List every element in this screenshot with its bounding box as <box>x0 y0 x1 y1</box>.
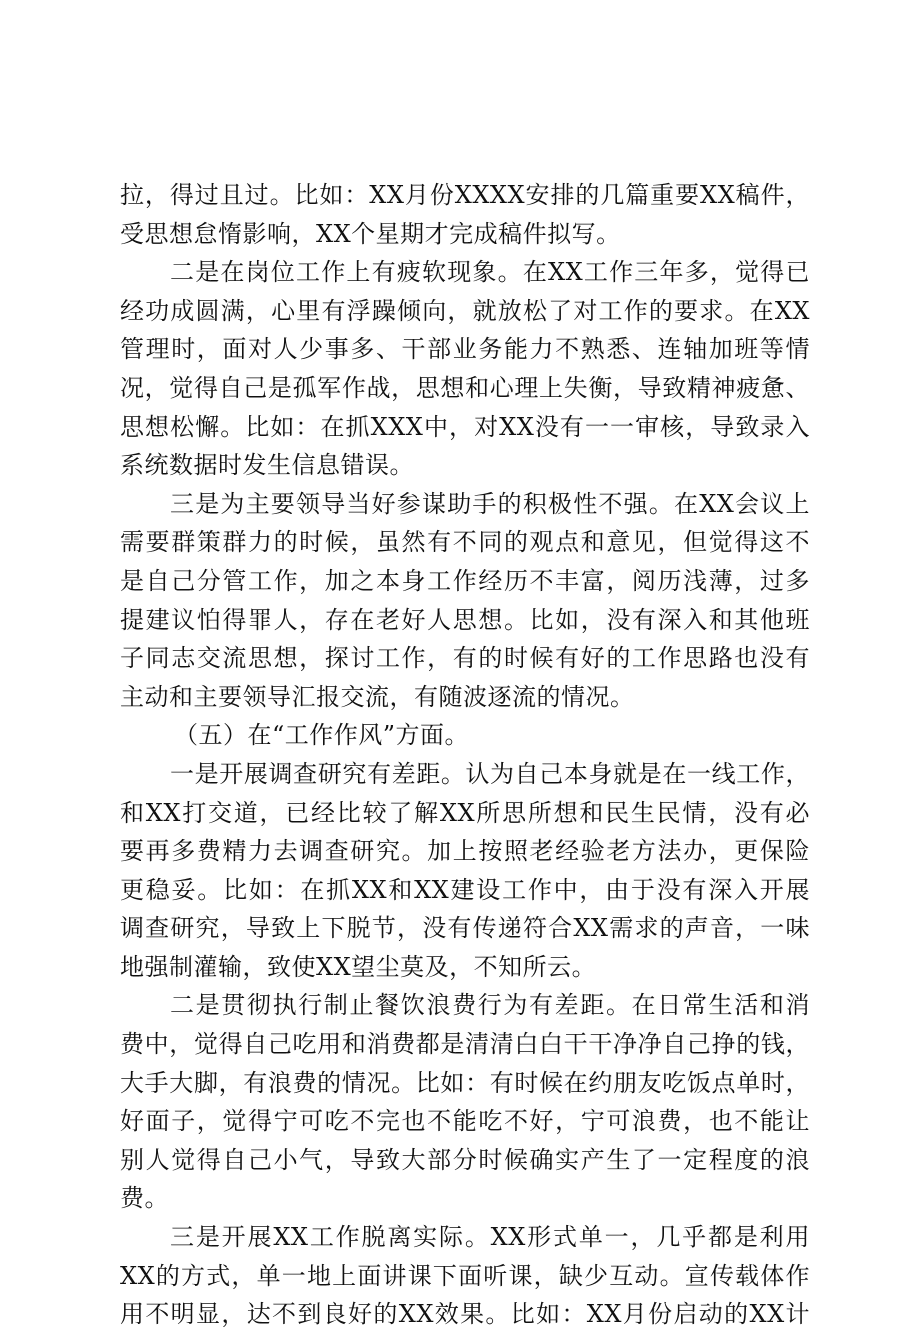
text-line: 需要群策群力的时候，虽然有不同的观点和意见，但觉得这不 <box>120 528 810 557</box>
text-line: 用不明显，达不到良好的XX效果。比如：XX月份启动的XX计 <box>120 1300 810 1329</box>
text-line: 主动和主要领导汇报交流，有随波逐流的情况。 <box>120 682 635 711</box>
text-line: 提建议怕得罪人，存在老好人思想。比如，没有深入和其他班 <box>120 605 810 634</box>
text-line: 要再多费精力去调查研究。加上按照老经验老方法办，更保险 <box>120 837 810 866</box>
text-line: 是自己分管工作，加之本身工作经历不丰富，阅历浅薄，过多 <box>120 566 810 595</box>
text-line: XX的方式，单一地上面讲课下面听课，缺少互动。宣传载体作 <box>120 1261 810 1290</box>
text-line: 思想松懈。比如：在抓XXX中，对XX没有一一审核，导致录入 <box>120 412 810 441</box>
paragraph-start-line: 二是在岗位工作上有疲软现象。在XX工作三年多，觉得已 <box>170 258 810 287</box>
paragraph-start-line: 三是为主要领导当好参谋助手的积极性不强。在XX会议上 <box>170 489 810 518</box>
text-line: 调查研究，导致上下脱节，没有传递符合XX需求的声音，一味 <box>120 914 810 943</box>
paragraph-start-line: 三是开展XX工作脱离实际。XX形式单一，几乎都是利用 <box>170 1223 810 1252</box>
text-line: 大手大脚，有浪费的情况。比如：有时候在约朋友吃饭点单时， <box>120 1068 810 1097</box>
text-line: 系统数据时发生信息错误。 <box>120 451 414 480</box>
paragraph-start-line: 二是贯彻执行制止餐饮浪费行为有差距。在日常生活和消 <box>170 991 810 1020</box>
text-line: 和XX打交道，已经比较了解XX所思所想和民生民情，没有必 <box>120 798 810 827</box>
document-body <box>120 176 810 1334</box>
section-heading: （五）在“工作作风”方面。 <box>174 721 470 750</box>
text-line: 经功成圆满，心里有浮躁倾向，就放松了对工作的要求。在XX <box>120 296 810 325</box>
text-line: 地强制灌输，致使XX望尘莫及，不知所云。 <box>120 952 597 981</box>
text-line: 况，觉得自己是孤军作战，思想和心理上失衡，导致精神疲惫、 <box>120 373 810 402</box>
text-line: 受思想怠惰影响，XX个星期才完成稿件拟写。 <box>120 219 621 248</box>
text-line: 更稳妥。比如：在抓XX和XX建设工作中，由于没有深入开展 <box>120 875 810 904</box>
text-line: 管理时，面对人少事多、干部业务能力不熟悉、连轴加班等情 <box>120 335 810 364</box>
text-line: 拉，得过且过。比如：XX月份XXXX安排的几篇重要XX稿件， <box>120 181 810 209</box>
text-line: 好面子，觉得宁可吃不完也不能吃不好，宁可浪费，也不能让 <box>120 1107 810 1136</box>
text-line: 子同志交流思想，探讨工作，有的时候有好的工作思路也没有 <box>120 644 810 673</box>
text-line: 费。 <box>120 1184 169 1213</box>
text-line: 费中，觉得自己吃用和消费都是清清白白干干净净自己挣的钱， <box>120 1030 810 1059</box>
text-line: 别人觉得自己小气，导致大部分时候确实产生了一定程度的浪 <box>120 1145 810 1174</box>
paragraph-start-line: 一是开展调查研究有差距。认为自己本身就是在一线工作， <box>170 759 810 788</box>
